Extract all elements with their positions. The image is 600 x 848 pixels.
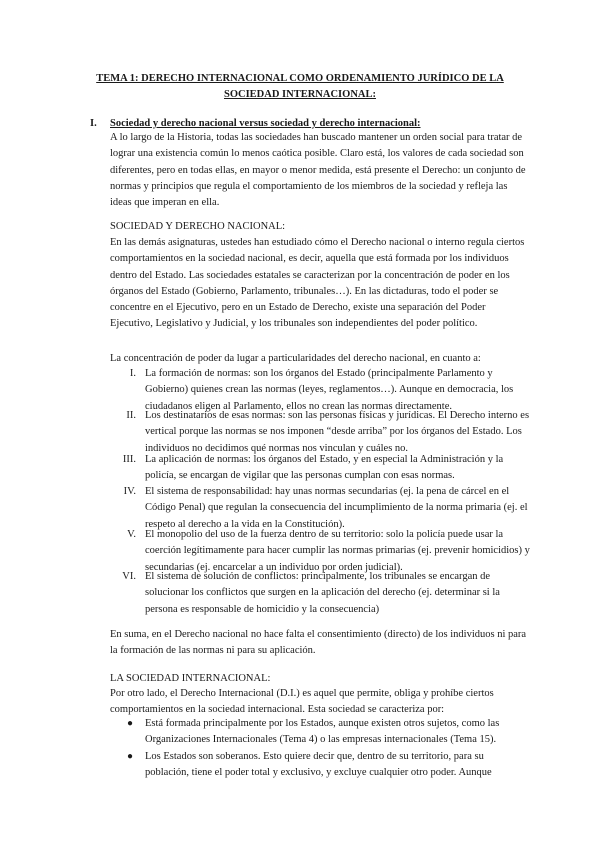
list-item-text: La aplicación de normas: los órganos del Estado, y en especial la Administración y la policía, se encargan de vigilar que las personas cumplan con esas normas. [145, 454, 504, 482]
list-item-number: V. [127, 529, 136, 540]
intro-paragraph: A lo largo de la Historia, todas las sociedades han buscado mantener un orden social para tratar de lograr una existencia común lo menos caótica posible. Claro está, los valores de cada sociedad son diferentes, pero en todas ellas, en mayor o menor medida, está presente el Derecho: un conjunto de normas y principios que regula el comportamiento de los miembros de la sociedad y refleja las ideas que imperan en ella. [110, 132, 526, 209]
international-paragraph: Por otro lado, el Derecho Internacional (D.I.) es aquel que permite, obliga y prohíbe ciertos comportamientos en la sociedad internacional. Esta sociedad se caracteriza por: [110, 688, 494, 716]
list-item-number: I. [129, 368, 136, 379]
list-item-text: El monopolio del uso de la fuerza dentro de su territorio: solo la policía puede usar la coerción legítimamente para hacer cumplir las normas primarias (ej. prevenir homicidios) y secundarias (ej. encarcelar a un individuo por orden judicial). [145, 529, 530, 573]
list-item-number: II. [126, 410, 136, 421]
bullet-icon: ● [127, 750, 134, 762]
section-heading-text: Sociedad y derecho nacional versus sociedad y derecho internacional: [110, 118, 421, 129]
list-item [110, 749, 530, 782]
international-heading: LA SOCIEDAD INTERNACIONAL: [110, 673, 271, 684]
bullet-icon: ● [127, 718, 134, 729]
bullet-text: Está formada principalmente por los Estados, aunque existen otros sujetos, como las Organizaciones Internacionales (Tema 4) o las empresas internacionales (Tema 15). [145, 718, 500, 746]
list-item-text: El sistema de solución de conflictos: principalmente, los tribunales se encargan de solucionar los conflictos que surgen en la aplicación del derecho (ej. determinar si la persona es responsable de homicidio y la consecuencia) [145, 571, 500, 615]
document-title [70, 71, 530, 103]
national-heading: SOCIEDAD Y DERECHO NACIONAL: [110, 221, 286, 232]
section-number: I. [90, 118, 97, 129]
list-item-text: La formación de normas: son los órganos del Estado (principalmente Parlamento y Gobierno) quienes crean las normas (leyes, reglamentos…). Aunque en democracia, los ciudadanos eligen al Parlamento, ellos no crean las normas directamente. [145, 368, 514, 412]
list-item-number: IV. [123, 486, 136, 497]
list-item [110, 716, 530, 749]
bullet-list [110, 716, 530, 781]
list-item-number: VI. [122, 571, 136, 582]
bullet-text: Los Estados son soberanos. Esto quiere decir que, dentro de su territorio, para su población, tiene el poder total y exclusivo, y excluye cualquier otro poder. Aunque [145, 750, 492, 778]
summary-paragraph: En suma, en el Derecho nacional no hace falta el consentimiento (directo) de los individuos ni para la formación de las normas ni para su aplicación. [110, 629, 527, 657]
list-intro: La concentración de poder da lugar a particularidades del derecho nacional, en cuanto a: [110, 353, 481, 364]
national-paragraph: En las demás asignaturas, ustedes han estudiado cómo el Derecho nacional o interno regula ciertos comportamientos en la sociedad nacional, es decir, aquella que está formada por los individuos dentro del Estado. Las sociedades estatales se caracterizan por la concentración de poder en los órganos del Estado (Gobierno, Parlamento, tribunales…). En las dictaduras, todo el poder se concentre en el Ejecutivo, pero en un Estado de Derecho, existe una separación del Poder Ejecutivo, Legislativo y Judicial, y los tribunales son independientes del poder político. [110, 237, 525, 330]
title-line-2: SOCIEDAD INTERNACIONAL: [224, 89, 376, 100]
list-item-number: III. [122, 454, 136, 465]
list-item-text: Los destinatarios de esas normas: son las personas físicas y jurídicas. El Derecho interno es vertical porque las normas se nos imponen “desde arriba” por los órganos del Estado. Los individuos no decidimos qué normas nos vinculan y cuáles no. [145, 410, 530, 454]
title-line-1: TEMA 1: DERECHO INTERNACIONAL COMO ORDENAMIENTO JURÍDICO DE LA [96, 73, 504, 84]
list-item-text: El sistema de responsabilidad: hay unas normas secundarias (ej. la pena de cárcel en el Código Penal) que regulan la consecuencia del incumplimiento de la norma primaria (ej. el respeto al derecho a la vida en la Constitución). [145, 486, 528, 530]
